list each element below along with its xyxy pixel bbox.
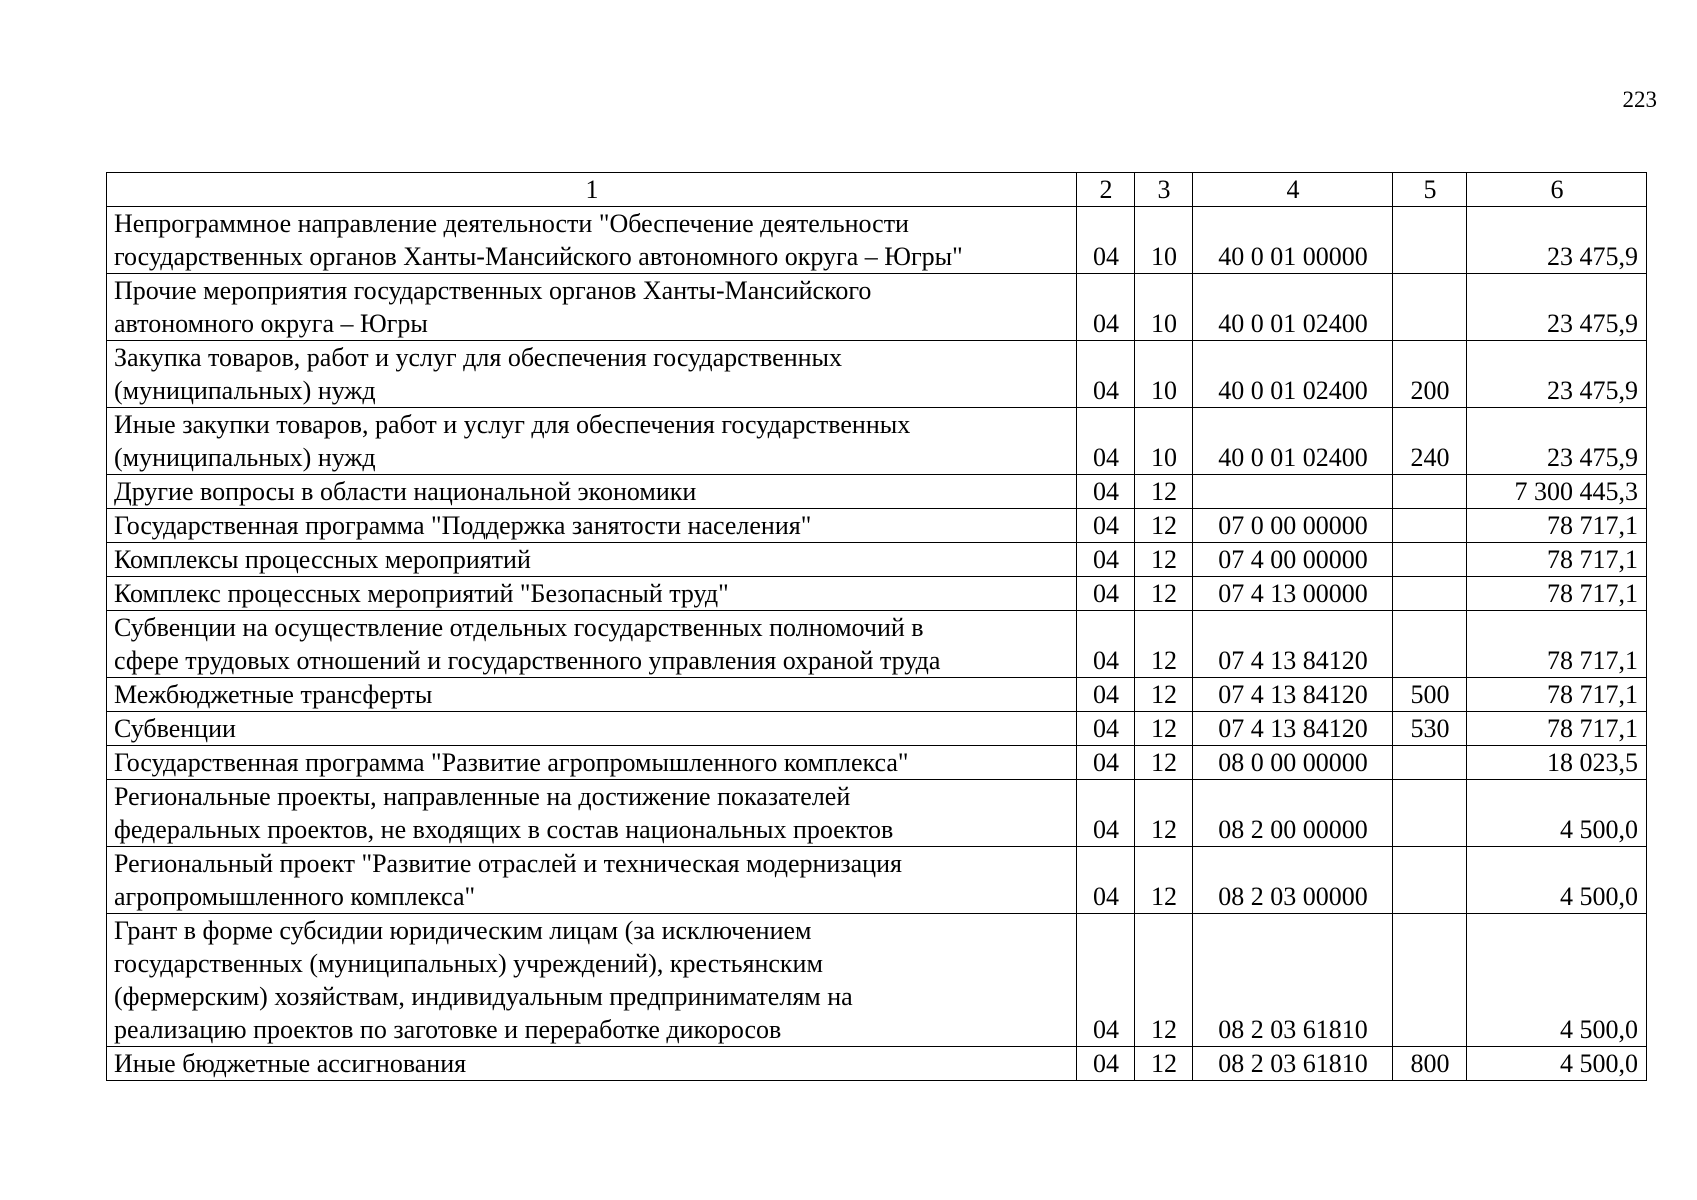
section-code: 04 [1077, 577, 1135, 611]
subsection-code: 10 [1135, 274, 1193, 341]
target-article-code: 40 0 01 00000 [1193, 207, 1393, 274]
amount: 4 500,0 [1467, 847, 1647, 914]
subsection-code: 12 [1135, 509, 1193, 543]
amount: 4 500,0 [1467, 914, 1647, 1047]
row-name-line: Комплексы процессных мероприятий [114, 545, 531, 574]
column-header-3: 3 [1135, 173, 1193, 207]
row-name-line: Комплекс процессных мероприятий "Безопасный труд" [114, 579, 729, 608]
row-name [107, 274, 1077, 341]
column-header-2: 2 [1077, 173, 1135, 207]
target-article-code: 07 4 13 84120 [1193, 712, 1393, 746]
table-row [107, 678, 1647, 712]
row-name-line: федеральных проектов, не входящих в состав национальных проектов [114, 815, 894, 844]
row-name [107, 207, 1077, 274]
expense-type-code [1393, 577, 1467, 611]
row-name-line: государственных органов Ханты-Мансийского автономного округа – Югры" [114, 242, 963, 271]
target-article-code [1193, 475, 1393, 509]
amount: 78 717,1 [1467, 577, 1647, 611]
target-article-code: 07 4 13 84120 [1193, 678, 1393, 712]
row-name-line: Грант в форме субсидии юридическим лицам (за исключением [114, 916, 812, 945]
row-name [107, 543, 1077, 577]
expense-type-code [1393, 847, 1467, 914]
row-name [107, 475, 1077, 509]
table-row [107, 509, 1647, 543]
expense-type-code: 240 [1393, 408, 1467, 475]
expense-type-code: 200 [1393, 341, 1467, 408]
table-row [107, 475, 1647, 509]
table-body [107, 207, 1647, 1081]
table-header [107, 173, 1647, 207]
subsection-code: 12 [1135, 712, 1193, 746]
table-row [107, 746, 1647, 780]
row-name-line: Региональные проекты, направленные на достижение показателей [114, 782, 851, 811]
row-name [107, 914, 1077, 1047]
row-name [107, 509, 1077, 543]
subsection-code: 12 [1135, 847, 1193, 914]
target-article-code: 40 0 01 02400 [1193, 274, 1393, 341]
target-article-code: 08 2 00 00000 [1193, 780, 1393, 847]
section-code: 04 [1077, 746, 1135, 780]
amount: 78 717,1 [1467, 678, 1647, 712]
amount: 78 717,1 [1467, 611, 1647, 678]
table-row [107, 1047, 1647, 1081]
subsection-code: 12 [1135, 611, 1193, 678]
table-row [107, 543, 1647, 577]
target-article-code: 07 4 13 00000 [1193, 577, 1393, 611]
row-name-line: Другие вопросы в области национальной экономики [114, 477, 697, 506]
row-name-line: Субвенции [114, 714, 236, 743]
amount: 7 300 445,3 [1467, 475, 1647, 509]
amount: 23 475,9 [1467, 341, 1647, 408]
section-code: 04 [1077, 914, 1135, 1047]
row-name [107, 712, 1077, 746]
expense-type-code: 500 [1393, 678, 1467, 712]
amount: 23 475,9 [1467, 408, 1647, 475]
table-row [107, 611, 1647, 678]
table-row [107, 577, 1647, 611]
subsection-code: 10 [1135, 408, 1193, 475]
amount: 78 717,1 [1467, 712, 1647, 746]
row-name [107, 577, 1077, 611]
expense-type-code [1393, 780, 1467, 847]
row-name [107, 780, 1077, 847]
subsection-code: 12 [1135, 543, 1193, 577]
target-article-code: 08 2 03 61810 [1193, 914, 1393, 1047]
row-name-line: (муниципальных) нужд [114, 443, 376, 472]
budget-table [106, 172, 1647, 1081]
target-article-code: 08 0 00 00000 [1193, 746, 1393, 780]
expense-type-code [1393, 746, 1467, 780]
target-article-code: 40 0 01 02400 [1193, 408, 1393, 475]
table-row [107, 914, 1647, 1047]
column-header-4: 4 [1193, 173, 1393, 207]
subsection-code: 12 [1135, 746, 1193, 780]
target-article-code: 07 0 00 00000 [1193, 509, 1393, 543]
table-row [107, 274, 1647, 341]
row-name-line: (фермерским) хозяйствам, индивидуальным предпринимателям на [114, 982, 853, 1011]
expense-type-code [1393, 509, 1467, 543]
expense-type-code: 800 [1393, 1047, 1467, 1081]
subsection-code: 12 [1135, 1047, 1193, 1081]
row-name [107, 678, 1077, 712]
target-article-code: 07 4 13 84120 [1193, 611, 1393, 678]
row-name-line: Прочие мероприятия государственных органов Ханты-Мансийского [114, 276, 872, 305]
section-code: 04 [1077, 408, 1135, 475]
row-name-line: сфере трудовых отношений и государственного управления охраной труда [114, 646, 941, 675]
row-name-line: Субвенции на осуществление отдельных государственных полномочий в [114, 613, 924, 642]
table-row [107, 207, 1647, 274]
section-code: 04 [1077, 780, 1135, 847]
subsection-code: 12 [1135, 914, 1193, 1047]
row-name-line: агропромышленного комплекса" [114, 882, 476, 911]
row-name-line: реализацию проектов по заготовке и переработке дикоросов [114, 1015, 782, 1044]
section-code: 04 [1077, 509, 1135, 543]
subsection-code: 12 [1135, 577, 1193, 611]
expense-type-code [1393, 543, 1467, 577]
section-code: 04 [1077, 475, 1135, 509]
column-header-5: 5 [1393, 173, 1467, 207]
subsection-code: 12 [1135, 475, 1193, 509]
target-article-code: 40 0 01 02400 [1193, 341, 1393, 408]
row-name-line: Непрограммное направление деятельности "Обеспечение деятельности [114, 209, 909, 238]
section-code: 04 [1077, 611, 1135, 678]
amount: 18 023,5 [1467, 746, 1647, 780]
expense-type-code: 530 [1393, 712, 1467, 746]
subsection-code: 12 [1135, 678, 1193, 712]
row-name [107, 847, 1077, 914]
amount: 23 475,9 [1467, 274, 1647, 341]
table-row [107, 780, 1647, 847]
row-name-line: Государственная программа "Развитие агропромышленного комплекса" [114, 748, 909, 777]
target-article-code: 08 2 03 00000 [1193, 847, 1393, 914]
header-row [107, 173, 1647, 207]
row-name [107, 1047, 1077, 1081]
row-name-line: государственных (муниципальных) учреждений), крестьянским [114, 949, 823, 978]
expense-type-code [1393, 914, 1467, 1047]
target-article-code: 07 4 00 00000 [1193, 543, 1393, 577]
table-row [107, 712, 1647, 746]
row-name-line: Иные закупки товаров, работ и услуг для обеспечения государственных [114, 410, 911, 439]
amount: 78 717,1 [1467, 543, 1647, 577]
expense-type-code [1393, 611, 1467, 678]
row-name [107, 408, 1077, 475]
amount: 4 500,0 [1467, 1047, 1647, 1081]
row-name-line: Государственная программа "Поддержка занятости населения" [114, 511, 812, 540]
table-row [107, 847, 1647, 914]
section-code: 04 [1077, 274, 1135, 341]
section-code: 04 [1077, 1047, 1135, 1081]
section-code: 04 [1077, 543, 1135, 577]
expense-type-code [1393, 475, 1467, 509]
table-row [107, 341, 1647, 408]
expense-type-code [1393, 207, 1467, 274]
row-name-line: Иные бюджетные ассигнования [114, 1049, 467, 1078]
subsection-code: 10 [1135, 341, 1193, 408]
row-name-line: (муниципальных) нужд [114, 376, 376, 405]
column-header-1: 1 [107, 173, 1077, 207]
row-name [107, 341, 1077, 408]
row-name-line: Межбюджетные трансферты [114, 680, 433, 709]
amount: 4 500,0 [1467, 780, 1647, 847]
column-header-6: 6 [1467, 173, 1647, 207]
table-row [107, 408, 1647, 475]
row-name [107, 611, 1077, 678]
section-code: 04 [1077, 207, 1135, 274]
row-name [107, 746, 1077, 780]
section-code: 04 [1077, 847, 1135, 914]
section-code: 04 [1077, 341, 1135, 408]
expense-type-code [1393, 274, 1467, 341]
section-code: 04 [1077, 678, 1135, 712]
subsection-code: 12 [1135, 780, 1193, 847]
amount: 78 717,1 [1467, 509, 1647, 543]
row-name-line: Закупка товаров, работ и услуг для обеспечения государственных [114, 343, 843, 372]
row-name-line: автономного округа – Югры [114, 309, 428, 338]
amount: 23 475,9 [1467, 207, 1647, 274]
section-code: 04 [1077, 712, 1135, 746]
subsection-code: 10 [1135, 207, 1193, 274]
page-number: 223 [1622, 87, 1657, 112]
row-name-line: Региональный проект "Развитие отраслей и техническая модернизация [114, 849, 902, 878]
target-article-code: 08 2 03 61810 [1193, 1047, 1393, 1081]
